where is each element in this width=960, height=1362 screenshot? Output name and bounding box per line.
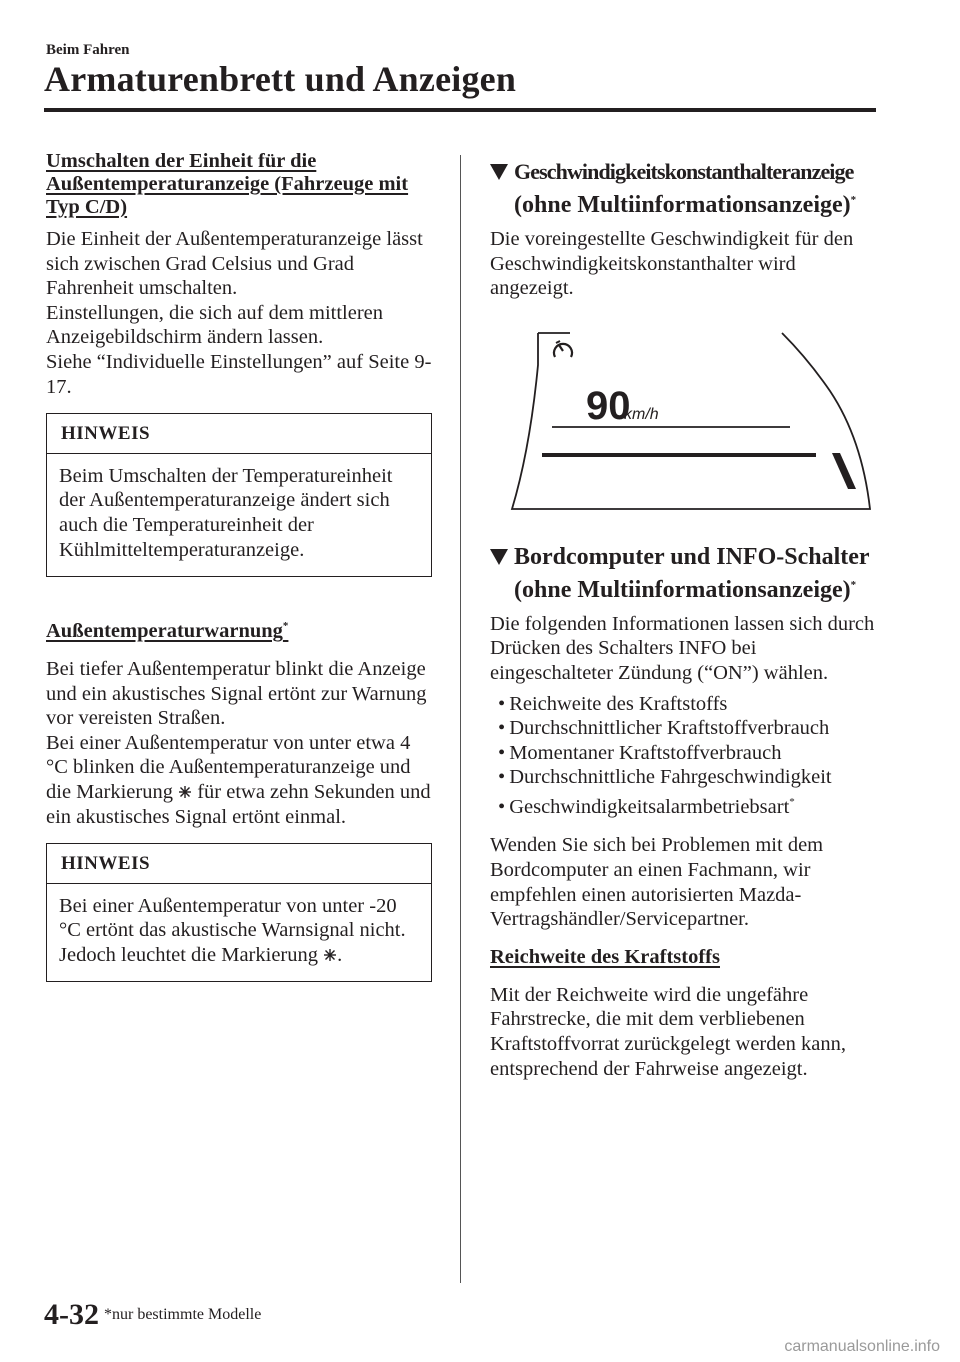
page-title: Armaturenbrett und Anzeigen — [44, 59, 517, 99]
unit-switch-paragraph-1: Die Einheit der Außentemperaturanzeige lässt sich zwischen Grad Celsius und Grad Fahrenheit umschalten. — [46, 228, 423, 300]
cruise-control-icon — [554, 341, 572, 357]
note-text: Beim Umschalten der Temperatureinheit der Außentemperaturanzeige ändert sich auch die Temperatureinheit der Kühlmitteltemperaturanzeige. — [59, 464, 393, 561]
cruise-control-heading-line1: Geschwindigkeitskonstanthalteranzeige — [514, 159, 854, 184]
footnote: *nur bestimmte Modelle — [104, 1306, 262, 1323]
list-item: • Durchschnittlicher Kraftstoffverbrauch — [498, 716, 880, 741]
cruise-control-display-illustration — [490, 329, 880, 529]
optional-asterisk: * — [850, 194, 857, 206]
set-speed-unit: km/h — [624, 405, 659, 423]
cruise-control-display-svg — [490, 329, 880, 529]
note-text-b: . — [337, 943, 343, 966]
temperature-warning-heading-text: Außentemperaturwarnung — [46, 619, 283, 642]
note-text — [47, 884, 431, 982]
section-triangle-icon — [490, 164, 508, 180]
section-triangle-icon — [490, 549, 508, 565]
header-rule — [44, 108, 876, 112]
temperature-warning-heading — [46, 615, 436, 643]
note-text-a: Bei einer Außentemperatur von unter -20 °C ertönt das akustische Warnsignal nicht. Jedoch leuchtet die Markierung — [59, 894, 406, 966]
right-column — [490, 158, 880, 1081]
column-divider — [460, 155, 461, 1283]
fuel-range-paragraph: Mit der Reichweite wird die ungefähre Fahrstrecke, die mit dem verbliebenen Kraftstoffvorrat zurückgelegt werden kann, entsprechend der Fahrweise angezeigt. — [490, 983, 846, 1080]
trip-computer-heading-line2: (ohne Multiinformationsanzeige) — [514, 576, 851, 603]
trip-computer-heading — [490, 543, 880, 604]
ice-warning-snowflake-icon — [323, 948, 337, 962]
note-label: HINWEIS — [47, 844, 431, 884]
unit-switch-paragraph-3: Siehe “Individuelle Einstellungen” auf Seite 9-17. — [46, 350, 432, 398]
chapter-label: Beim Fahren — [46, 42, 130, 58]
cruise-control-heading-line2: (ohne Multiinformationsanzeige) — [514, 192, 851, 218]
cruise-control-paragraph: Die voreingestellte Geschwindigkeit für den Geschwindigkeitskonstanthalter wird angezeigt. — [490, 228, 854, 300]
fuel-range-heading: Reichweite des Kraftstoffs — [490, 945, 720, 968]
page-number: 4-32 — [44, 1298, 99, 1331]
unit-switch-paragraph-2: Einstellungen, die sich auf dem mittleren Anzeigebildschirm ändern lassen. — [46, 301, 384, 349]
optional-asterisk: * — [850, 578, 857, 591]
optional-asterisk: * — [282, 620, 289, 633]
list-item: • Geschwindigkeitsalarmbetriebsart* — [498, 790, 880, 819]
set-speed-value: 90 — [586, 383, 631, 428]
display-bar-end — [832, 453, 856, 489]
ice-warning-snowflake-icon — [178, 785, 192, 799]
watermark: carmanualsonline.info — [784, 1338, 940, 1355]
trip-computer-contact-paragraph: Wenden Sie sich bei Problemen mit dem Bordcomputer an einen Fachmann, wir empfehlen einen autorisierten Mazda-Vertragshändler/Servicepartner. — [490, 834, 824, 931]
optional-asterisk: * — [789, 795, 795, 808]
temperature-warning-paragraph-1: Bei tiefer Außentemperatur blinkt die Anzeige und ein akustisches Signal ertönt zur Warnung vor vereisten Straßen. — [46, 657, 427, 730]
temperature-warning-paragraph-2 — [46, 731, 436, 829]
left-column — [46, 150, 436, 982]
trip-computer-paragraph: Die folgenden Informationen lassen sich durch Drücken des Schalters INFO bei eingeschalteter Zündung (“ON”) wählen. — [490, 612, 875, 684]
list-item: • Durchschnittliche Fahrgeschwindigkeit — [498, 765, 880, 790]
trip-computer-list — [490, 692, 880, 820]
list-item: • Reichweite des Kraftstoffs — [498, 692, 880, 717]
note-box-low-temperature — [46, 843, 432, 982]
list-item: • Momentaner Kraftstoffverbrauch — [498, 741, 880, 766]
unit-switch-heading: Umschalten der Einheit für die Außentemperaturanzeige (Fahrzeuge mit Typ C/D) — [46, 150, 409, 218]
temperature-warning-text-b: für etwa zehn Sekunden und ein akustisches Signal ertönt einmal. — [46, 780, 431, 828]
note-label: HINWEIS — [47, 414, 431, 454]
trip-computer-heading-line1: Bordcomputer und INFO-Schalter — [514, 543, 870, 570]
note-box-temperature-unit — [46, 413, 432, 577]
temperature-warning-text-a: Bei einer Außentemperatur von unter etwa 4 °C blinken die Außentemperaturanzeige und die Markierung — [46, 731, 411, 803]
cruise-control-heading — [490, 158, 880, 219]
